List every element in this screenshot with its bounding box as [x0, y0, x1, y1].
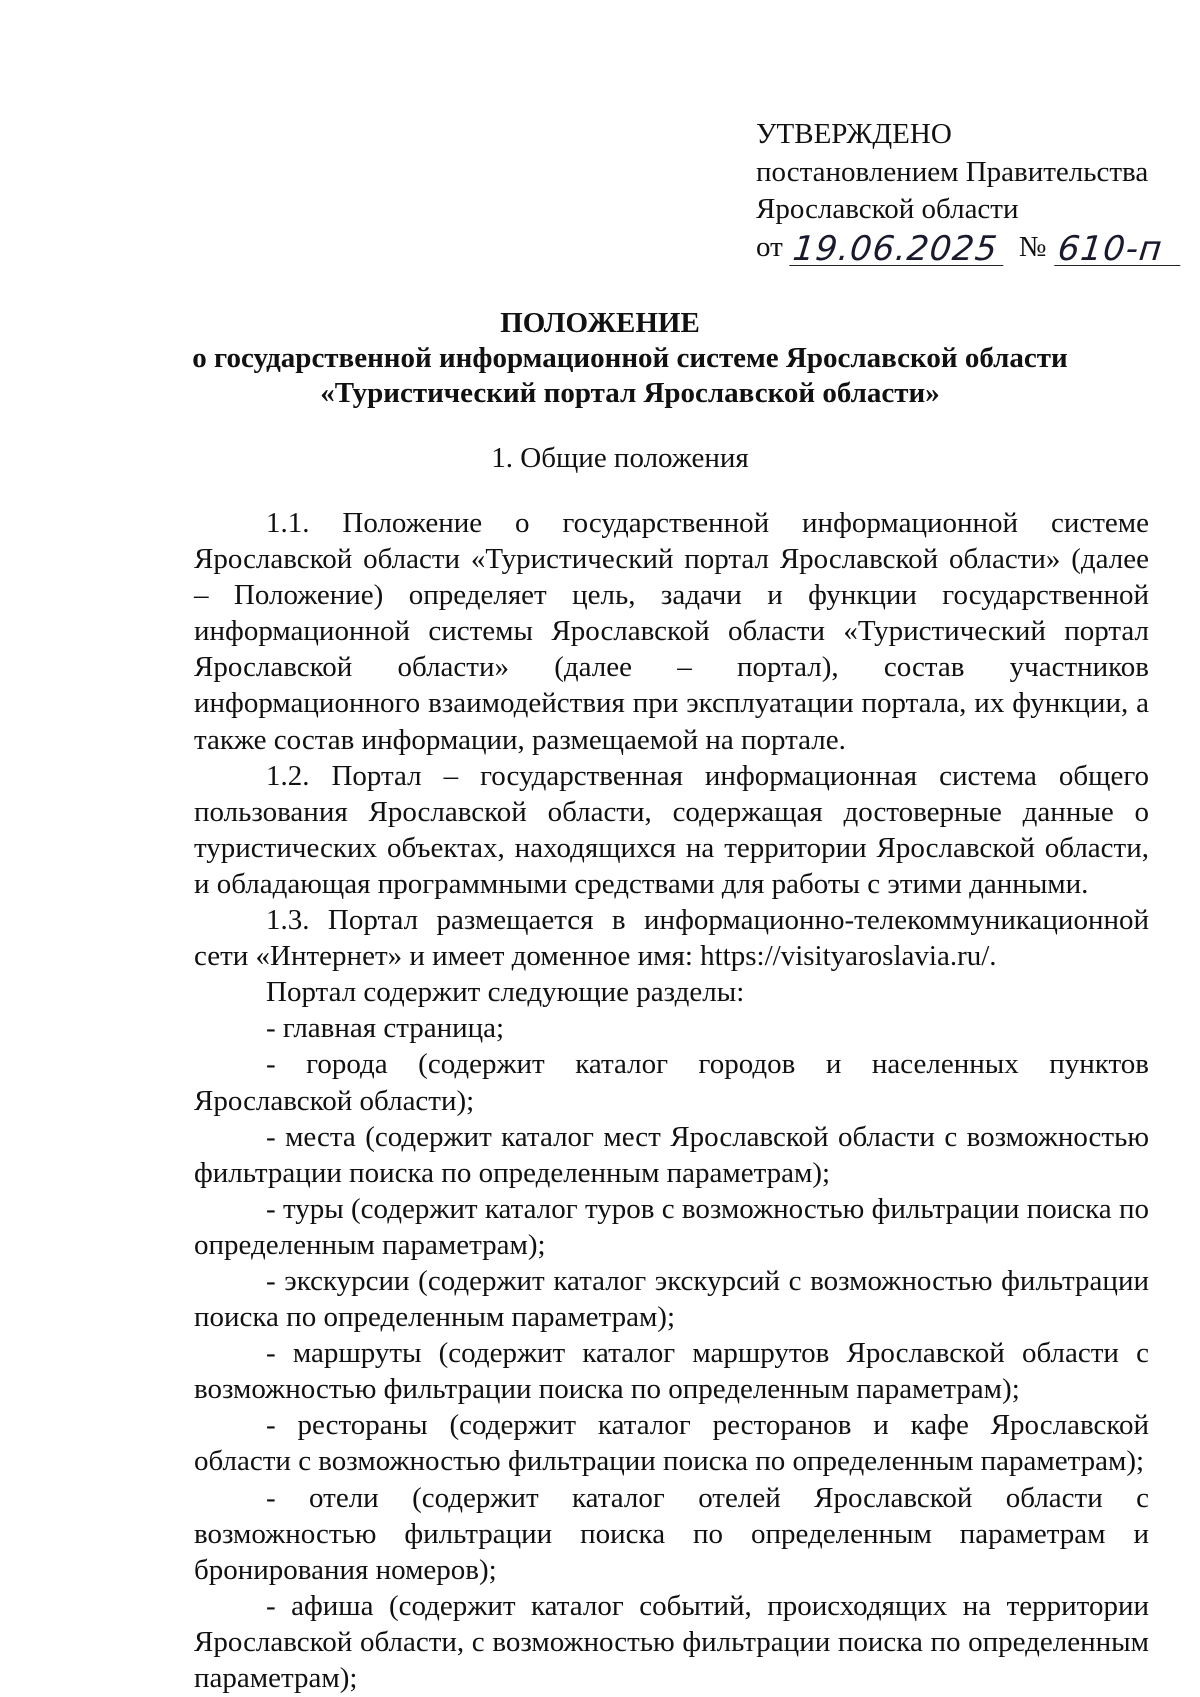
list-item: - маршруты (содержит каталог маршрутов Ярославской области с возможностью фильтрации поиска по определенным параметрам);: [194, 1337, 1149, 1406]
section-1-heading: 1. Общие положения: [491, 442, 749, 474]
paragraph: 1.2. Портал – государственная информационная система общего пользования Ярославской области, содержащая достоверные данные о туристических объектах, находящихся на территории Ярославской области, и обладающая программными средствами для работы с этими данными.: [194, 759, 1149, 900]
approved-label: УТВЕРЖДЕНО: [756, 118, 952, 150]
section-heading: [0, 440, 1200, 476]
handwritten-date: 19.06.2025: [789, 233, 1006, 266]
decree-date-number-line: [756, 229, 1182, 267]
document-body: [194, 505, 1149, 1696]
list-item: - места (содержит каталог мест Ярославской области с возможностью фильтрации поиска по определенным параметрам);: [194, 1120, 1149, 1189]
list-item: - афиша (содержит каталог событий, происходящих на территории Ярославской области, с возможностью фильтрации поиска по определенным параметрам);: [194, 1589, 1149, 1694]
number-label: №: [1018, 230, 1047, 263]
from-label: от: [756, 230, 783, 263]
list-item: - города (содержит каталог городов и населенных пунктов Ярославской области);: [194, 1048, 1149, 1117]
list-item: - рестораны (содержит каталог ресторанов и кафе Ярославской области с возможностью фильтрации поиска по определенным параметрам);: [194, 1409, 1149, 1478]
approved-by-line: постановлением Правительства: [756, 155, 1149, 188]
list-item: - туры (содержит каталог туров с возможностью фильтрации поиска по определенным параметрам);: [194, 1192, 1149, 1261]
title-main: ПОЛОЖЕНИЕ: [500, 307, 700, 339]
handwritten-number: 610-п: [1055, 233, 1184, 266]
paragraph: 1.3. Портал размещается в информационно-телекоммуникационной сети «Интернет» и имеет доменное имя: https://visityaroslavia.ru/.: [194, 904, 1149, 973]
title-line-3: «Туристический портал Ярославской области»: [320, 377, 940, 409]
list-item: - экскурсии (содержит каталог экскурсий с возможностью фильтрации поиска по определенным параметрам);: [194, 1264, 1149, 1334]
paragraph: 1.1. Положение о государственной информационной системе Ярославской области «Туристический портал Ярославской области» (далее – Положение) определяет цель, задачи и функции государственной информационной системы Ярославской области «Туристический портал Ярославской области» (далее – портал), состав участников информационного взаимодействия при эксплуатации портала, их функции, а также состав информации, размещаемой на портале.: [194, 507, 1149, 756]
list-item: - отели (содержит каталог отелей Ярославской области с возможностью фильтрации поиска по определенным параметрам и бронирования номеров);: [194, 1481, 1149, 1586]
paragraph: Портал содержит следующие разделы:: [266, 976, 745, 1009]
document-title: [0, 306, 1200, 411]
approval-stamp-block: [756, 116, 1182, 269]
title-line-2: о государственной информационной системе Ярославской области: [192, 342, 1068, 374]
list-item: - главная страница;: [266, 1012, 505, 1045]
approved-region-line: Ярославской области: [756, 193, 1019, 225]
